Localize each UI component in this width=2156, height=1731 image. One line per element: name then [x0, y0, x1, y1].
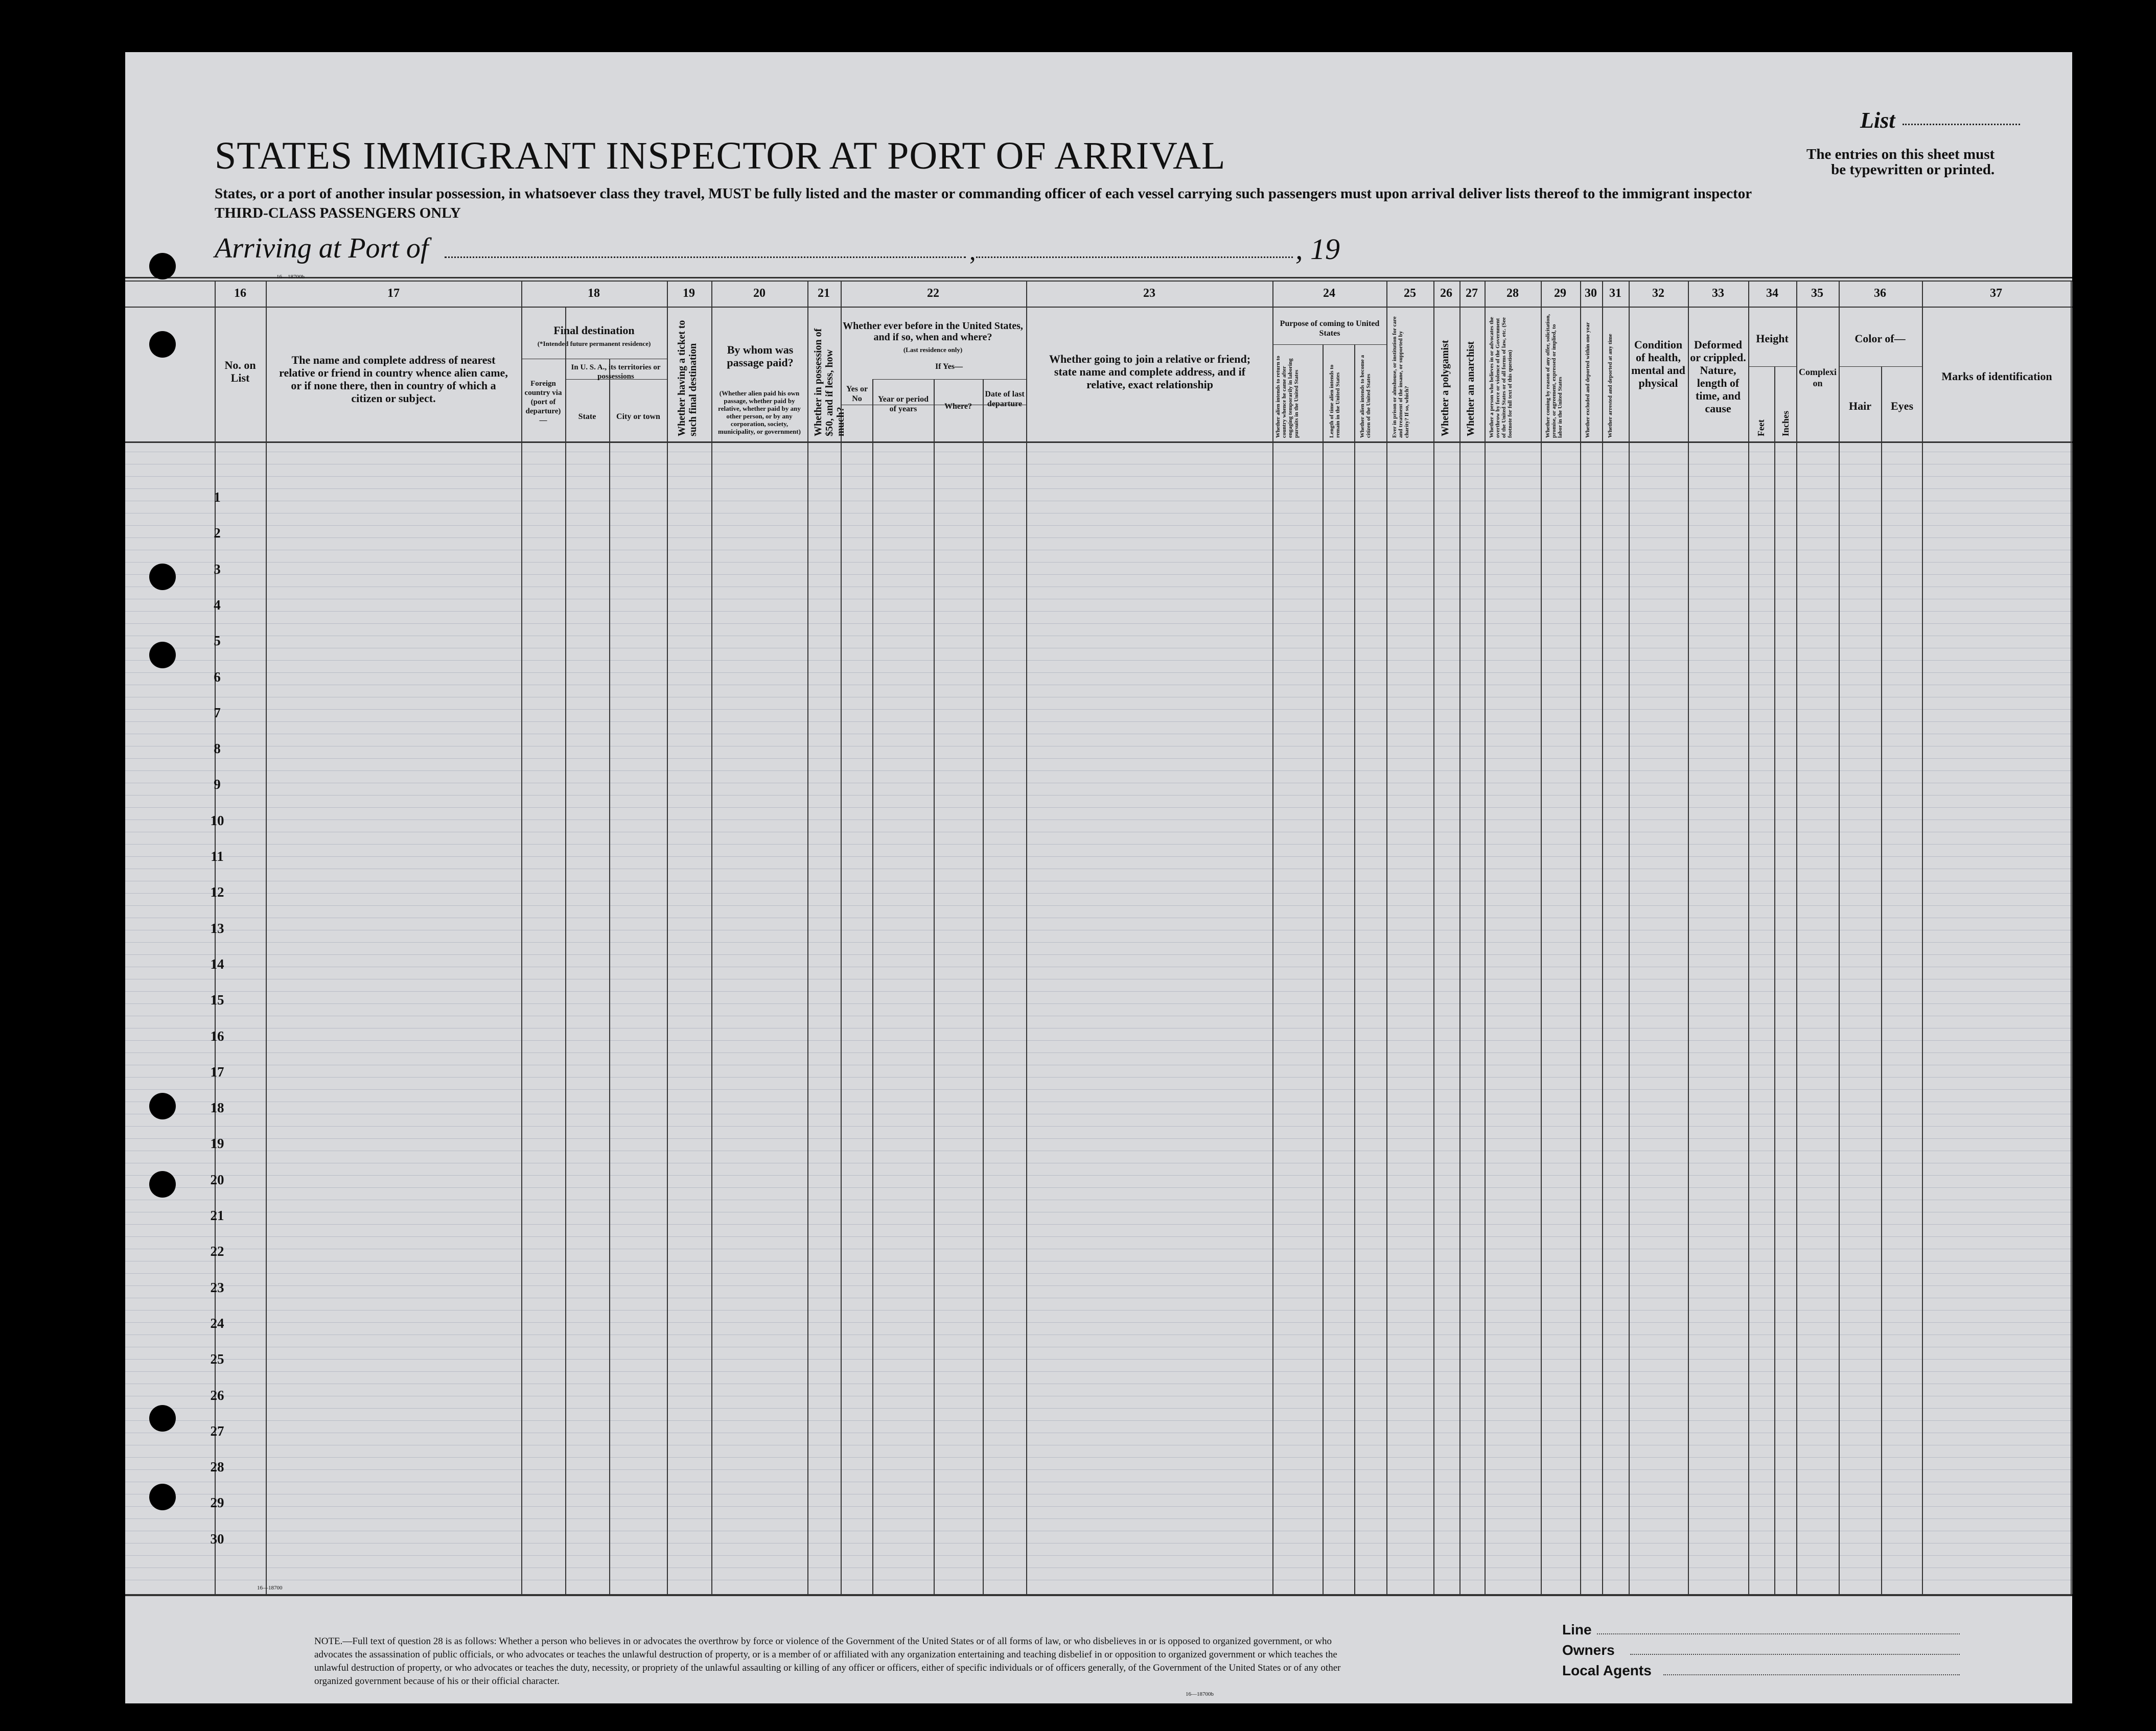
- header-fifty-dollars: Whether in possession of $50, and if less, how much?: [813, 328, 846, 436]
- row-number: 23: [210, 1279, 224, 1295]
- arrival-date-field[interactable]: [976, 256, 1293, 258]
- row-number: 24: [210, 1315, 224, 1331]
- passenger-class: THIRD-CLASS PASSENGERS ONLY: [215, 205, 461, 221]
- punch-hole: [149, 1484, 176, 1510]
- col-num-24: 24: [1323, 287, 1335, 300]
- header-purpose: Purpose of coming to United States: [1280, 319, 1380, 338]
- header-arrested-deported: Whether arrested and deported at any time: [1607, 334, 1613, 438]
- form-subtitle: [215, 184, 1799, 223]
- row-number: 7: [214, 705, 221, 720]
- row-number: 12: [210, 884, 224, 900]
- col-num-17: 17: [387, 287, 400, 300]
- header-purpose-citizen: Whether alien intends to become a citizen of the United States: [1359, 355, 1372, 438]
- col-num-32: 32: [1652, 287, 1664, 300]
- header-final-destination-note: (*Intended future permanent residence): [537, 340, 651, 347]
- table-top-border: [125, 277, 2072, 278]
- row-number: 19: [210, 1136, 224, 1152]
- row-number: 5: [214, 633, 221, 649]
- form-code-bottom-right: 16—18700b: [1186, 1691, 1214, 1697]
- form-code-top: 16—18700b: [276, 274, 305, 280]
- entries-note: [1806, 147, 1995, 177]
- row-number: 14: [210, 956, 224, 972]
- punch-hole: [149, 331, 176, 358]
- form-instructions: States, or a port of another insular possession, in whatsoever class they travel, MUST be fully listed and the master or commanding officer of each vessel carrying such passengers must upon arrival deliver lists thereof to the immigrant inspector: [215, 185, 1752, 202]
- header-condition-of-health: Condition of health, mental and physical: [1631, 338, 1685, 389]
- header-marks-of-identification: Marks of identification: [1941, 370, 2052, 383]
- col-num-25: 25: [1404, 287, 1416, 300]
- col-num-28: 28: [1506, 287, 1519, 300]
- row-number: 11: [211, 849, 224, 864]
- col-num-16: 16: [234, 287, 246, 300]
- header-purpose-return: Whether alien intends to return to country whence he came after engaging temporarily in laboring pursuits in the United States: [1275, 356, 1300, 438]
- header-feet: Feet: [1756, 419, 1766, 436]
- arriving-label: Arriving at Port of: [215, 232, 429, 264]
- header-last-residence: (Last residence only): [903, 346, 963, 354]
- header-foreign-country: Foreign country via (port of departure)—: [524, 380, 562, 425]
- line-label: Line: [1562, 1622, 1592, 1638]
- col-num-37: 37: [1990, 287, 2002, 300]
- col-num-27: 27: [1466, 287, 1478, 300]
- header-nearest-relative: The name and complete address of nearest relative or friend in country whence alien came, or if none there, then in country of which a citizen or subject.: [279, 354, 508, 405]
- form-title: STATES IMMIGRANT INSPECTOR AT PORT OF ARRIVAL: [215, 134, 1226, 177]
- port-of-arrival-field[interactable]: [445, 256, 966, 258]
- header-deformed-crippled: Deformed or crippled. Nature, length of time, and cause: [1690, 338, 1746, 415]
- header-date-last-departure: Date of last departure: [985, 390, 1025, 408]
- header-state: State: [578, 412, 596, 421]
- col-num-36: 36: [1874, 287, 1886, 300]
- row-number: 22: [210, 1244, 224, 1259]
- col-num-30: 30: [1585, 287, 1597, 300]
- header-going-to-join: Whether going to join a relative or friend; state name and complete address, and if relative, exact relationship: [1049, 353, 1251, 391]
- list-label: List: [1860, 108, 1895, 133]
- header-where: Where?: [944, 402, 972, 411]
- owners-field[interactable]: [1630, 1654, 1960, 1655]
- year-prefix: , 19: [1295, 232, 1340, 266]
- header-overthrow: Whether a person who believes in or advocates the overthrow by force or violence of the Government of the United States or of all forms of law, etc. (See footnote for full text of this question): [1489, 317, 1513, 438]
- punch-hole: [149, 1171, 176, 1198]
- form-code-bottom-left: 16—18700: [257, 1585, 283, 1591]
- header-city-or-town: City or town: [616, 412, 660, 421]
- col-num-34: 34: [1766, 287, 1778, 300]
- row-number: 4: [214, 597, 221, 613]
- manifest-sheet: [125, 52, 2072, 1703]
- local-agents-field[interactable]: [1663, 1674, 1960, 1675]
- row-number: 3: [214, 561, 221, 577]
- col-num-20: 20: [753, 287, 766, 300]
- row-number: 6: [214, 669, 221, 685]
- row-number: 27: [210, 1423, 224, 1439]
- row-number: 2: [214, 525, 221, 541]
- row-number: 15: [210, 992, 224, 1008]
- punch-hole: [149, 564, 176, 590]
- header-complexion: Complexion: [1799, 367, 1837, 388]
- line-field[interactable]: [1597, 1633, 1960, 1634]
- header-final-destination: Final destination: [553, 324, 635, 337]
- entries-note-line-1: The entries on this sheet must: [1806, 146, 1995, 162]
- row-number: 26: [210, 1387, 224, 1403]
- row-number: 29: [210, 1495, 224, 1511]
- table-bottom-border: [125, 1594, 2072, 1596]
- header-offer-to-labor: Whether coming by reason of any offer, solicitation, promise, or agreement, expressed or implied, to labor in the United States: [1545, 314, 1563, 438]
- header-bottom-border: [125, 441, 2072, 443]
- row-number: 20: [210, 1172, 224, 1187]
- row-number: 9: [214, 777, 221, 792]
- list-number-field[interactable]: [1903, 124, 2020, 125]
- header-in-usa: In U. S. A., its territories or possessions: [571, 363, 661, 381]
- header-excluded-deported: Whether excluded and deported within one year: [1585, 322, 1591, 438]
- local-agents-label: Local Agents: [1562, 1663, 1652, 1678]
- col-num-31: 31: [1609, 287, 1621, 300]
- col-num-22: 22: [927, 287, 939, 300]
- row-number: 25: [210, 1351, 224, 1367]
- header-prison-almshouse: Ever in prison or almshouse, or institution for care and treatment of the insane, or supported by charity? If so, which?: [1392, 316, 1410, 438]
- col-num-29: 29: [1554, 287, 1566, 300]
- column-number-divider: [125, 307, 2072, 308]
- col-num-35: 35: [1811, 287, 1823, 300]
- header-passage-paid-note: (Whether alien paid his own passage, whether paid by relative, whether paid by any other person, or by any corporation, society, municipality, or government): [718, 389, 801, 435]
- header-inches: Inches: [1780, 410, 1791, 436]
- row-number: 21: [210, 1208, 224, 1223]
- punch-hole: [149, 253, 176, 279]
- header-ticket: Whether having a ticket to such final destination: [676, 320, 699, 436]
- col-num-18: 18: [588, 287, 600, 300]
- row-number: 17: [210, 1064, 224, 1080]
- header-height: Height: [1756, 332, 1789, 345]
- row-number: 13: [210, 920, 224, 936]
- header-no-on-list: No. on List: [224, 359, 256, 384]
- row-number: 8: [214, 741, 221, 757]
- entries-note-line-2: be typewritten or printed.: [1831, 161, 1995, 178]
- col-num-26: 26: [1440, 287, 1452, 300]
- header-yes-or-no: Yes or No: [846, 385, 868, 403]
- punch-hole: [149, 1093, 176, 1119]
- row-number: 30: [210, 1531, 224, 1547]
- footnote-question-28: NOTE.—Full text of question 28 is as follows: Whether a person who believes in or advocates the overthrow by force or violence of the Government of the United States or of all forms of law, or who disbelieves in or is opposed to organized government, or who advocates the assassination of public officials, or who advocates or teaches the unlawful destruction of property, or is a member of or affiliated with any organization entertaining and teaching disbelief in or opposition to organized government or which teaches the unlawful destruction of property, or who advocates or teaches the duty, necessity, or propriety of the unlawful assaulting or killing of any officer or officers, either of specific individuals or of officers generally, of the Government of the United States or of any other organized government because of his or their official character.: [314, 1636, 1341, 1687]
- header-purpose-length: Length of time alien intends to remain in the United States: [1329, 364, 1341, 438]
- row-number: 28: [210, 1459, 224, 1475]
- header-eyes: Eyes: [1891, 400, 1913, 412]
- col-num-19: 19: [683, 287, 695, 300]
- header-year-or-period: Year or period of years: [878, 395, 929, 413]
- header-if-yes: If Yes—: [935, 362, 963, 371]
- header-passage-paid: By whom was passage paid?: [727, 343, 794, 369]
- header-anarchist: Whether an anarchist: [1465, 341, 1476, 436]
- col-num-33: 33: [1712, 287, 1724, 300]
- table-top-border-inner: [125, 280, 2072, 282]
- row-number: 1: [214, 489, 221, 505]
- punch-hole: [149, 1405, 176, 1432]
- comma: ,: [969, 237, 976, 265]
- punch-hole: [149, 642, 176, 668]
- row-number: 10: [210, 812, 224, 828]
- header-hair: Hair: [1849, 400, 1871, 412]
- row-number: 18: [210, 1100, 224, 1116]
- header-color-of: Color of—: [1854, 332, 1906, 345]
- owners-label: Owners: [1562, 1642, 1615, 1658]
- col-num-23: 23: [1143, 287, 1155, 300]
- header-ever-before-in-us: Whether ever before in the United States, and if so, when and where?: [843, 320, 1023, 343]
- header-polygamist: Whether a polygamist: [1440, 340, 1451, 436]
- col-num-21: 21: [818, 287, 830, 300]
- row-number: 16: [210, 1028, 224, 1044]
